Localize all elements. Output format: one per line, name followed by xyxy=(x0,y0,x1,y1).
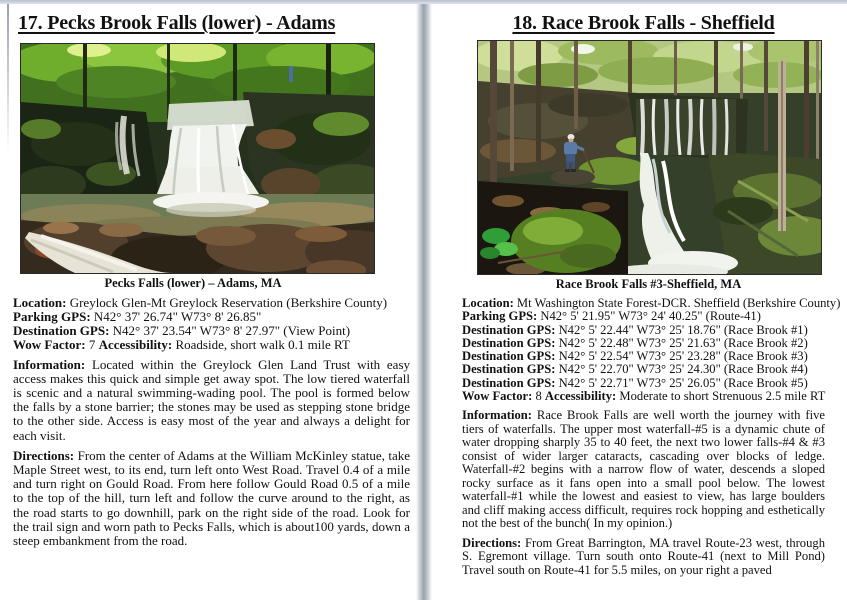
field-line: Destination GPS: N42° 5' 22.70" W73° 25' 24.30" (Race Brook #4) xyxy=(462,362,808,377)
directions-label: Directions: xyxy=(462,535,522,550)
page-title: 17. Pecks Brook Falls (lower) - Adams xyxy=(18,12,336,34)
field-line: Destination GPS: N42° 5' 22.54" W73° 25' 23.28" (Race Brook #3) xyxy=(462,349,808,364)
information-paragraph xyxy=(462,409,825,531)
information-paragraph xyxy=(13,358,410,443)
information-text: Located within the Greylock Glen Land Trust with easy access makes this quick and simple get away spot. The low tiered waterfall is scenic and a natural swimming-wading pool. The pool is formed below the falls by a stone barrier; the stones may be used as stepping stone bridge to the other side. Access is easy most of the year and always a delight for each visit. xyxy=(13,356,410,443)
field-line: Destination GPS: N42° 37' 23.54" W73° 8' 27.97" (View Point) xyxy=(13,322,351,338)
field-line: Destination GPS: N42° 5' 22.48" W73° 25' 21.63" (Race Brook #2) xyxy=(462,335,808,350)
directions-paragraph xyxy=(13,449,410,548)
gps-field-list xyxy=(462,296,841,404)
waterfall-photo-illustration xyxy=(21,44,374,273)
directions-label: Directions: xyxy=(13,447,75,463)
information-label: Information: xyxy=(13,356,86,372)
information-text: Race Brook Falls are well worth the journey with five tiers of waterfalls. The upper most waterfall-#5 is a dynamic chute of water dropping sharply 35 to 40 feet, the next two lower falls-#4 & #3 consist of wider larger cataracts, cascading over blocks of ledge. Waterfall-#2 begins with a narrow flow of water, descends a sloped rocky surface as it fans open into a small pool below. The lowest waterfall-#1 while the lowest and easiest to view, has large boulders and cliff making access difficult, requires rock hopping and esthetically not the best of the bunch( In my opinion.) xyxy=(462,408,825,531)
field-line: Wow Factor: 8 Accessibility: Moderate to short Strenuous 2.5 mile RT xyxy=(462,389,826,404)
waterfall-photo-illustration xyxy=(478,41,821,274)
race-brook-falls-photo xyxy=(477,40,822,275)
field-line: Destination GPS: N42° 5' 22.44" W73° 25' 18.76" (Race Brook #1) xyxy=(462,322,808,337)
page-17-pecks-brook-falls xyxy=(0,4,416,600)
photo-caption: Race Brook Falls #3-Sheffield, MA xyxy=(555,277,742,291)
field-line: Location: Greylock Glen-Mt Greylock Reservation (Berkshire County) xyxy=(13,295,388,310)
page-18-race-brook-falls xyxy=(432,4,847,600)
information-label: Information: xyxy=(462,408,532,423)
gps-field-list xyxy=(13,296,410,352)
directions-text: From Great Barrington, MA travel Route-23 west, through S. Egremont village. Turn south onto Route-41 (next to Mill Pond) Travel south on Route-41 for 5.5 miles, on your right a paved xyxy=(462,535,825,577)
page-title: 18. Race Brook Falls - Sheffield xyxy=(512,12,775,34)
photo-caption: Pecks Falls (lower) – Adams, MA xyxy=(104,276,282,290)
field-line: Parking GPS: N42° 37' 26.74" W73° 8' 26.85" xyxy=(13,308,262,324)
pecks-falls-photo xyxy=(20,43,375,274)
directions-text: From the center of Adams at the William McKinley statue, take Maple Street west, to its end, turn left onto West Road. Travel 0.4 of a mile and turn right on Gould Road. From here follow Gould Road 0.5 of a mile to the top of the hill, turn left and follow the curve around to the right, as the road starts to go downhill, park on the right side of the road. Look for the trail sign and worn path to Pecks Falls, which is about100 yards, down a steep embankment from the road. xyxy=(13,447,410,549)
field-line: Destination GPS: N42° 5' 22.71" W73° 25' 26.05" (Race Brook #5) xyxy=(462,375,808,390)
field-line: Parking GPS: N42° 5' 21.95" W73° 24' 40.25" (Route-41) xyxy=(462,309,761,324)
page-gutter xyxy=(416,4,432,600)
field-line: Location: Mt Washington State Forest-DCR. Sheffield (Berkshire County) xyxy=(462,296,841,310)
directions-paragraph xyxy=(462,537,825,578)
field-line: Wow Factor: 7 Accessibility: Roadside, short walk 0.1 mile RT xyxy=(13,336,350,352)
